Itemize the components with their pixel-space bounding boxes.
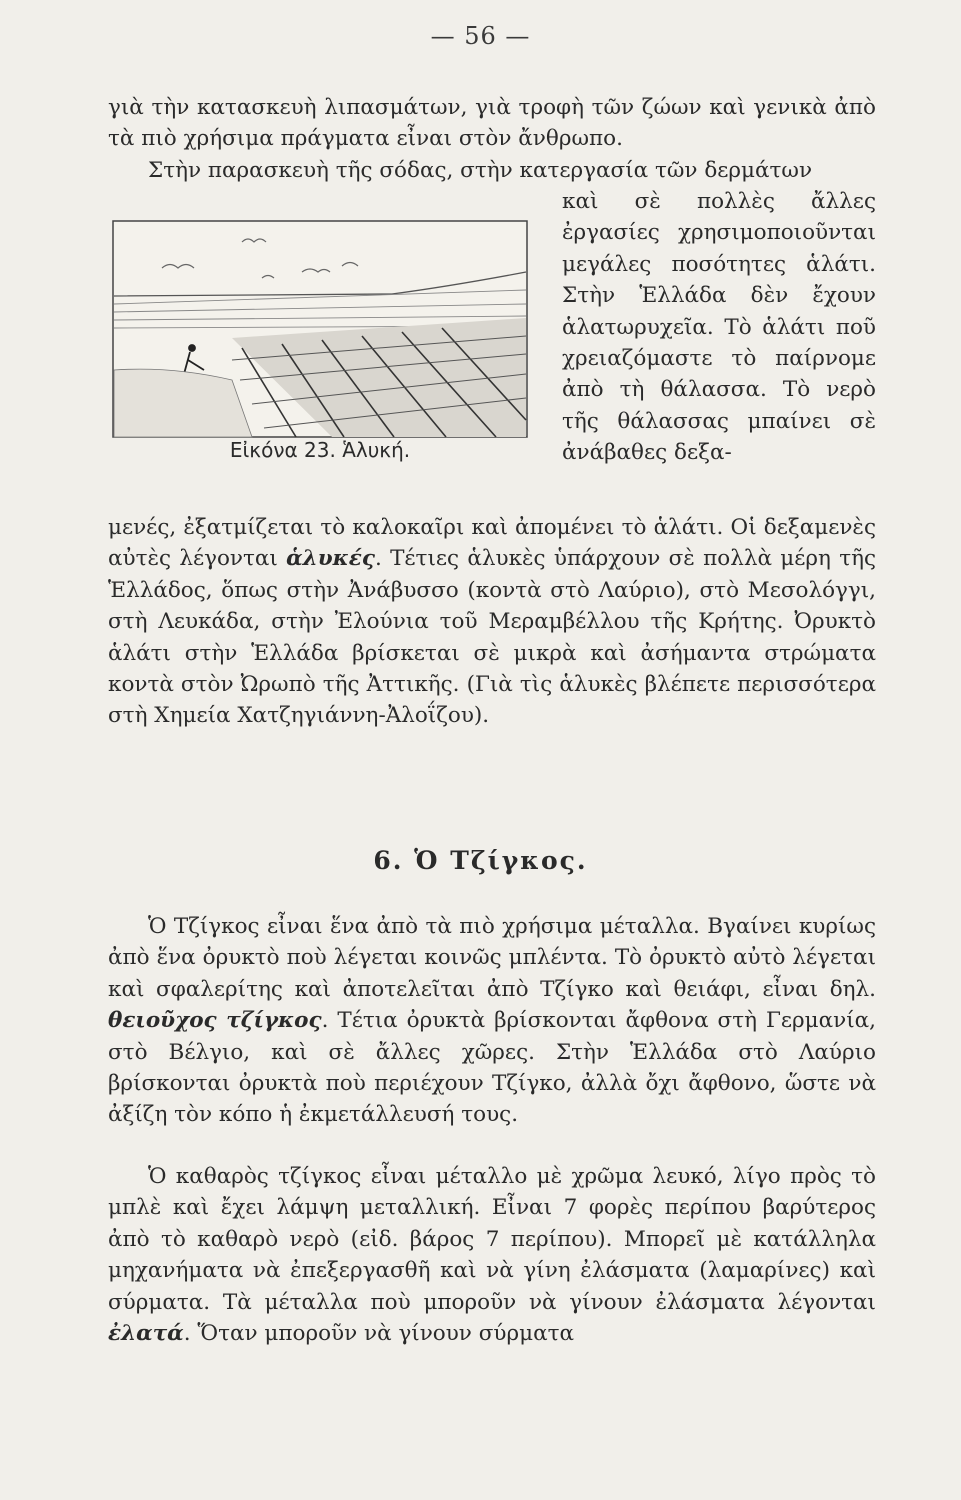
- term-zinc-sulfide: θειοῦχος τζίγκος: [108, 1008, 322, 1034]
- paragraph-2-continued: [108, 512, 876, 732]
- figure-caption: Εἰκόνα 23. Ἁλυκή.: [229, 438, 411, 462]
- paragraph-2-rest-b: . Τέτιες ἁλυκὲς ὑπάρχουν σὲ πολλὰ μέρη τῆς Ἑλλάδος, ὅπως στὴν Ἀνάβυσσο (κοντὰ στὸ Λαύριο), στὸ Μεσολόγγι, στὴ Λευκάδα, στὴν Ἐλούνια τοῦ Μεραμβέλλου τῆς Κρήτης. Ὀρυκτὸ ἁλάτι στὴν Ἑλλάδα βρίσκεται σὲ μικρὰ καὶ ἀσήμαντα στρώματα κοντὰ στὸν Ὠρωπὸ τῆς Ἀττικῆς. (Γιὰ τὶς ἁλυκὲς βλέπετε περισσότερα στὴ Χημεία Χατζηγιάννη-Ἀλοΐζου).: [108, 546, 877, 729]
- term-malleable: ἐλατά: [108, 1321, 184, 1347]
- term-salt-pans: ἁλυκές: [286, 546, 375, 572]
- salt-pans-illustration: [112, 220, 528, 438]
- paragraph-1-text: γιὰ τὴν κατασκευὴ λιπασμάτων, γιὰ τροφὴ τῶν ζώων καὶ γενικὰ ἀπὸ τὰ πιὸ χρήσιμα πράγματα εἶναι στὸν ἄνθρωπο.: [108, 95, 876, 152]
- paragraph-3: [108, 911, 876, 1131]
- paragraph-4-a: Ὁ καθαρὸς τζίγκος εἶναι μέταλλο μὲ χρῶμα λευκό, λίγο πρὸς τὸ μπλὲ καὶ ἔχει λάμψη μεταλλική. Εἶναι 7 φορὲς περίπου βαρύτερος ἀπὸ τὸ καθαρὸ νερὸ (εἰδ. βάρος 7 περίπου). Μπορεῖ μὲ κατάλληλα μηχανήματα νὰ ἐπεξεργασθῆ καὶ νὰ γίνη ἐλάσματα (λαμαρίνες) καὶ σύρματα. Τὰ μέταλλα ποὺ μποροῦν νὰ γίνουν ἐλάσματα λέγονται: [108, 1164, 876, 1315]
- paragraph-4: [108, 1161, 876, 1349]
- paragraph-2-first-line: [108, 155, 876, 186]
- paragraph-2-rest-a: μενές, ἐξατμίζεται τὸ καλοκαῖρι καὶ ἀπομένει τὸ ἁλάτι. Οἱ δεξαμενὲς αὐτὲς λέγονται: [108, 515, 876, 572]
- section-heading: 6. Ὁ Τζίγκος.: [373, 846, 588, 875]
- paragraph-4-b: . Ὅταν μποροῦν νὰ γίνουν σύρματα: [183, 1321, 574, 1347]
- salt-pans-figure: [112, 220, 528, 438]
- paragraph-2-wrap-text: καὶ σὲ πολλὲς ἄλλες ἐργασίες χρησιμοποιοῦνται μεγάλες ποσότητες ἁλάτι. Στὴν Ἑλλάδα δὲν ἔχουν ἁλατωρυχεῖα. Τὸ ἁλάτι ποῦ χρειαζόμαστε τὸ παίρνομε ἀπὸ τὴ θάλασσα. Τὸ νερὸ τῆς θάλασσας μπαίνει σὲ ἀνάβαθες δεξα-: [562, 189, 876, 466]
- paragraph-3-b: . Τέτια ὀρυκτὰ βρίσκονται ἄφθονα στὴ Γερμανία, στὸ Βέλγιο, καὶ σὲ ἄλλες χῶρες. Στὴν Ἑλλάδα στὸ Λαύριο βρίσκονται ὀρυκτὰ ποὺ περιέχουν Τζίγκο, ἀλλὰ ὄχι ἄφθονο, ὥστε νὰ ἀξίζη τὸν κόπο ἡ ἐκμετάλλευσή τους.: [108, 1008, 876, 1128]
- paragraph-2-wrapped: [562, 186, 876, 469]
- paragraph-1: [108, 92, 876, 155]
- paragraph-2-first-text: Στὴν παρασκευὴ τῆς σόδας, στὴν κατεργασία τῶν δερμάτων: [148, 158, 813, 183]
- paragraph-3-a: Ὁ Τζίγκος εἶναι ἕνα ἀπὸ τὰ πιὸ χρήσιμα μέταλλα. Βγαίνει κυρίως ἀπὸ ἕνα ὀρυκτὸ ποὺ λέγεται κοινῶς μπλέντα. Τὸ ὀρυκτὸ αὐτὸ λέγεται καὶ σφαλερίτης καὶ ἀποτελεῖται ἀπὸ Τζίγκο καὶ θειάφι, εἶναι δηλ.: [108, 914, 876, 1002]
- page-number: — 56 —: [430, 22, 531, 50]
